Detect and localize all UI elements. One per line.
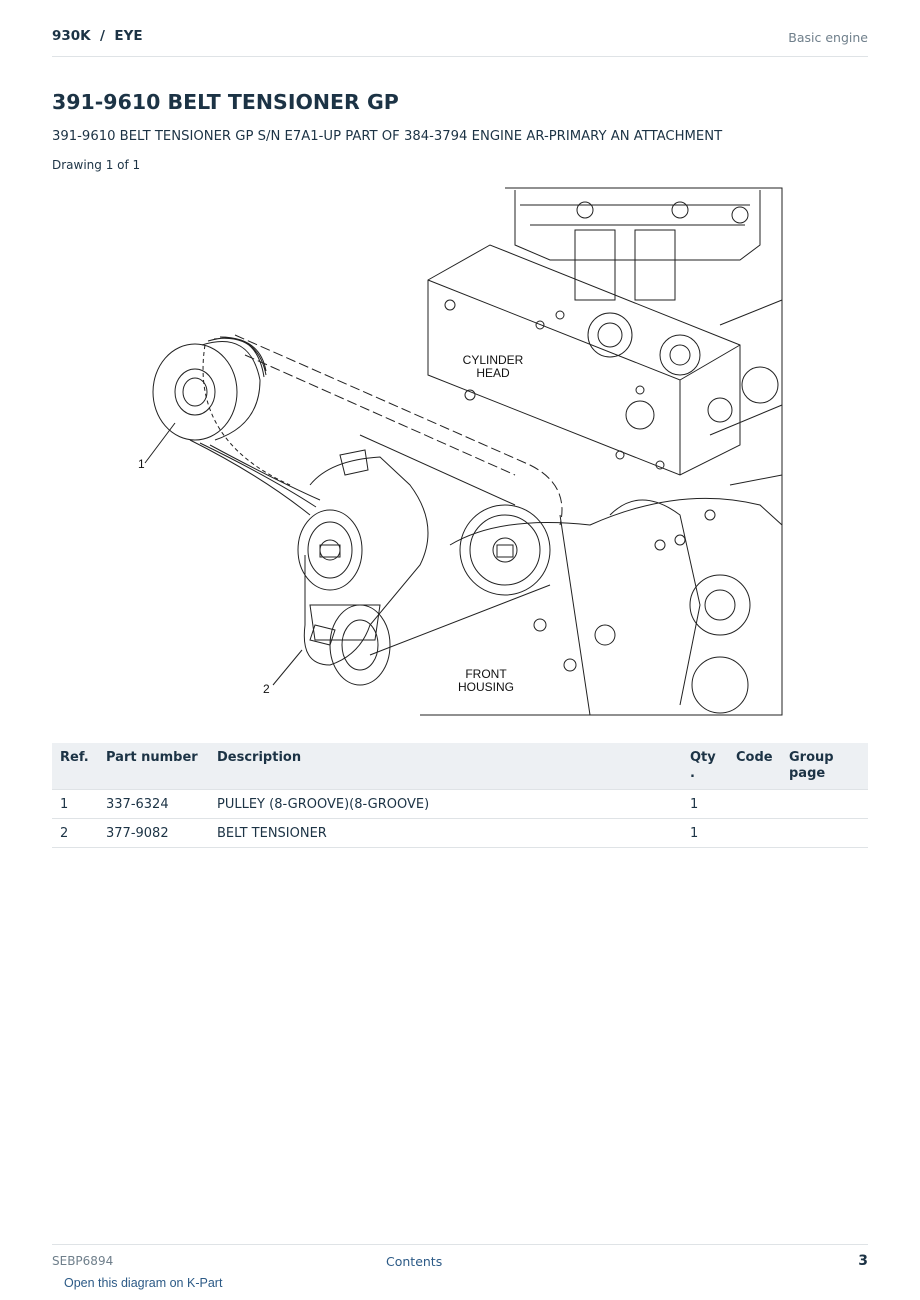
cell-group-page <box>781 819 868 848</box>
parts-diagram <box>120 185 790 720</box>
page-footer <box>52 1244 868 1275</box>
parts-table <box>52 743 868 848</box>
breadcrumb: 930K / EYE <box>52 28 143 44</box>
page-subtitle: 391-9610 BELT TENSIONER GP S/N E7A1-UP PART OF 384-3794 ENGINE AR-PRIMARY AN ATTACHMENT <box>52 129 723 144</box>
cell-group-page <box>781 790 868 819</box>
label-front-housing-line2: HOUSING <box>457 680 515 694</box>
cell-code <box>728 790 781 819</box>
col-group-page: Group page <box>781 743 868 790</box>
page-header <box>52 28 868 57</box>
col-description: Description <box>209 743 682 790</box>
page-title: 391-9610 BELT TENSIONER GP <box>52 90 399 114</box>
col-ref: Ref. <box>52 743 98 790</box>
col-qty: Qty . <box>682 743 728 790</box>
cell-part-number: 377-9082 <box>98 819 209 848</box>
cell-qty: 1 <box>682 819 728 848</box>
page-number: 3 <box>858 1253 868 1269</box>
label-cylinder-head-line1: CYLINDER <box>462 353 524 367</box>
section-name: Basic engine <box>788 30 868 45</box>
cell-description: PULLEY (8-GROOVE)(8-GROOVE) <box>209 790 682 819</box>
callout-2: 2 <box>263 682 270 696</box>
cell-part-number: 337-6324 <box>98 790 209 819</box>
cell-description: BELT TENSIONER <box>209 819 682 848</box>
cell-ref: 1 <box>52 790 98 819</box>
callout-1: 1 <box>138 457 145 471</box>
table-row <box>52 819 868 848</box>
cell-code <box>728 819 781 848</box>
diagram-drawing <box>120 185 790 720</box>
open-kpart-link[interactable]: Open this diagram on K-Part <box>64 1276 223 1290</box>
cell-qty: 1 <box>682 790 728 819</box>
label-cylinder-head-line2: HEAD <box>476 366 510 380</box>
table-header-row <box>52 743 868 790</box>
cell-ref: 2 <box>52 819 98 848</box>
col-part-number: Part number <box>98 743 209 790</box>
document-id: SEBP6894 <box>52 1254 114 1268</box>
table-row <box>52 790 868 819</box>
contents-link[interactable]: Contents <box>386 1254 443 1269</box>
col-code: Code <box>728 743 781 790</box>
label-front-housing-line1: FRONT <box>465 667 507 681</box>
drawing-count: Drawing 1 of 1 <box>52 158 141 172</box>
